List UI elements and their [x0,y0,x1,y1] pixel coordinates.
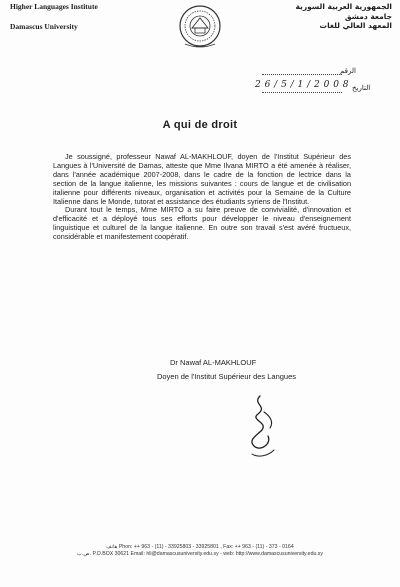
university-name: Damascus University [10,22,78,31]
footer-contact-line: هاتف Phon: ++ 963 - (11) - 33925803 - 33925801 , Fax: ++ 963 - (11) - 373 - 0164 [106,544,294,550]
university-seal-icon [177,4,223,50]
date-line [262,92,342,93]
signatory-name: Dr Nawaf AL-MAKHLOUF [170,358,257,367]
reference-number-line [262,74,342,75]
handwritten-date: 2 6 / 5 / 1 / 2 0 0 8 [255,80,350,90]
institution-header-arabic [296,2,393,31]
body-paragraph-1: Je soussigné, professeur Nawaf AL-MAKHLOUF, doyen de l'Institut Supérieur des Langues à l'Université de Damas, atteste que Mme Ilvana MIRTO a été amenée à réaliser, dans l'année académique 2007-2008, dans le cadre de la fonction de lectrice dans la section de la langue italienne, les missions suivantes : cours de langue et de civilisation italienne pour différents niveaux, organisation et activités pour la Semaine de la Culture Italienne dans le Monde, tutorat et assistance des étudiants syriens de l'Institut. [53,152,351,206]
country-name-arabic: الجمهورية العربية السورية [295,2,392,11]
institute-name-arabic: المعهد العالي للغات [319,21,392,30]
university-name-arabic: جامعة دمشق [344,11,392,21]
body-paragraph-2: Durant tout le temps, Mme MIRTO a su faire preuve de convivialité, d'innovation et d'efficacité et a déployé tous ses efforts pour développer le niveau d'enseignement linguistique et culturel de la langue italienne. En outre son travail s'est avéré fructueux, considérable et manifestement coopératif. [53,205,351,242]
handwritten-signature-icon [238,392,284,462]
document-title: A qui de droit [162,119,238,131]
footer-address-line: ص.ب. P.O.BOX 30621 Email: hli@damascusuniversity.edu.sy - web: http://www.damascusuniversity.edu.sy [77,551,323,557]
letter-body [53,153,351,242]
date-label: التاريخ [352,85,371,92]
signatory-role: Doyen de l'Institut Supérieur des Langues [157,372,297,381]
reference-number-label: الرقم [340,68,356,75]
institute-name: Higher Languages Institute [10,2,98,11]
institution-header-latin [10,2,98,31]
letterhead-footer [0,544,400,558]
